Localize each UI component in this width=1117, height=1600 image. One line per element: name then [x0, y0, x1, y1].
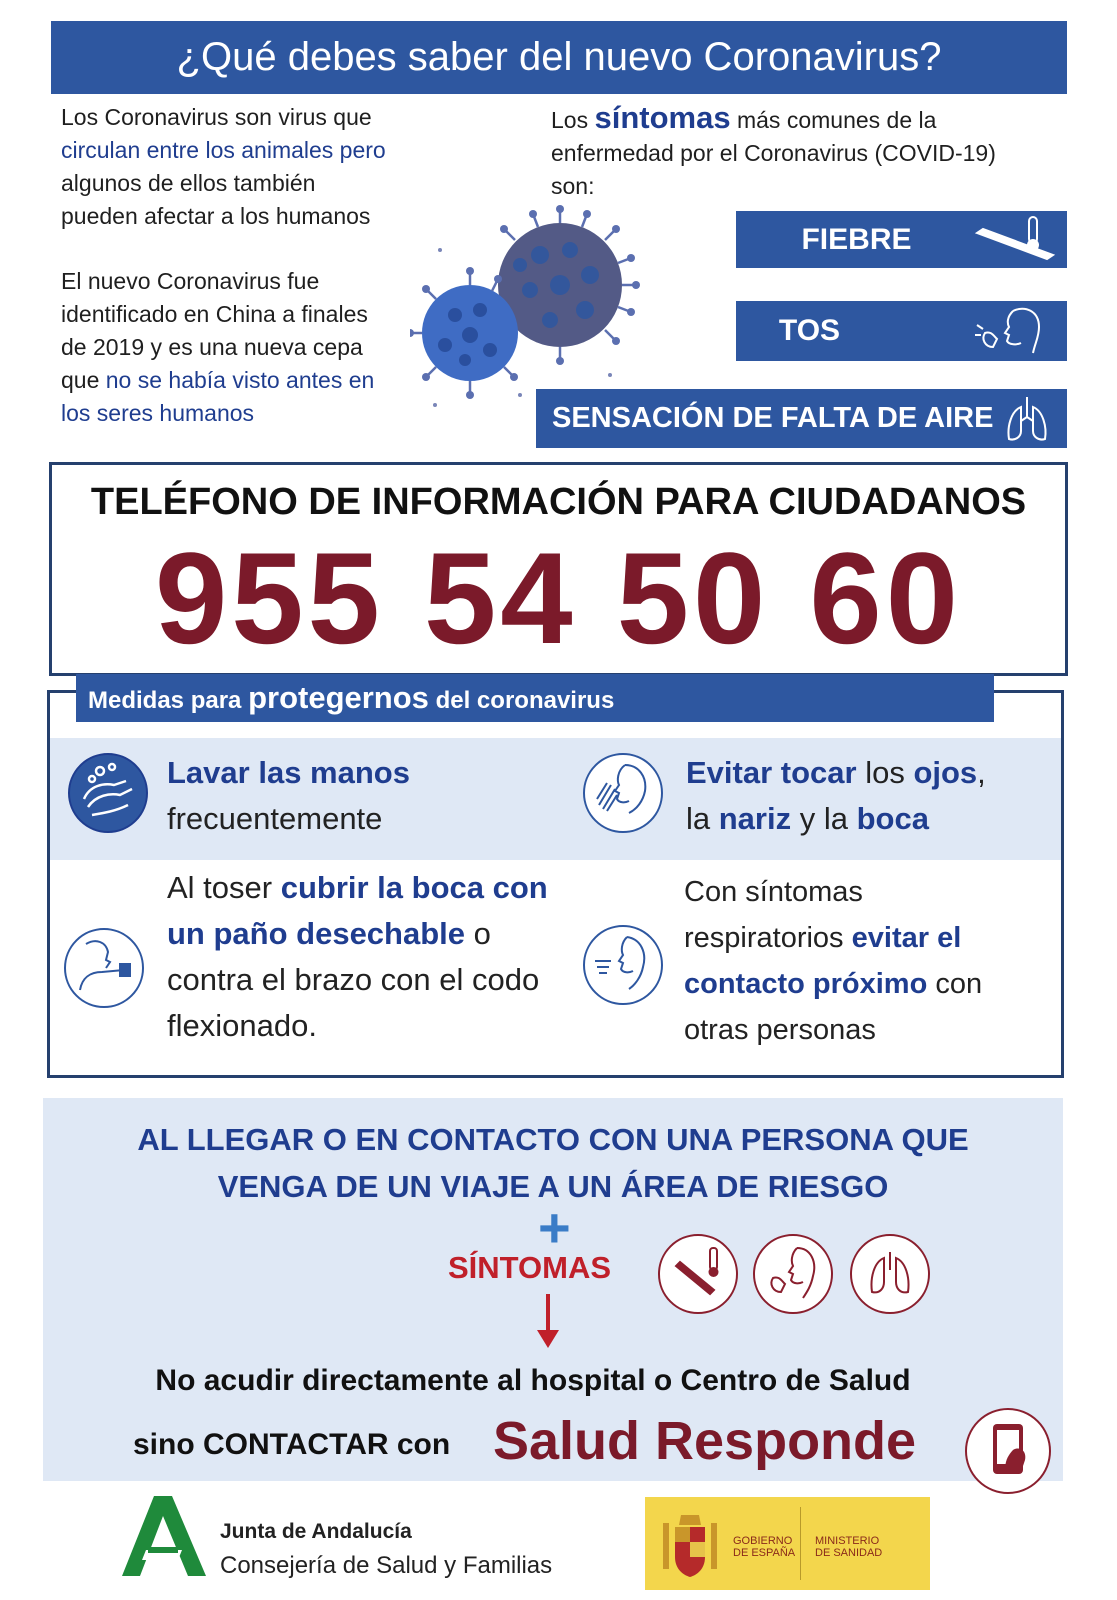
- symptom-fiebre: FIEBRE: [736, 211, 1067, 268]
- measure-evitar-contacto: Con síntomas respiratorios evitar el contacto próximo con otras personas: [684, 876, 983, 1046]
- contactar-text: sino CONTACTAR con: [133, 1428, 451, 1461]
- intro-text: Los Coronavirus son virus que circulan entre los animales pero algunos de ellos también pueden afectar a los humanos El nuevo Coronavirus fue identificado en China a finales de 2019 y es una nueva cepa que no se había visto antes en los seres humanos: [61, 104, 386, 426]
- measure-cubrir-boca: Al toser cubrir la boca con un paño desechable o contra el brazo con el codo flexionado.: [167, 870, 548, 1043]
- symptom-tos: TOS: [736, 301, 1067, 361]
- sintomas-label: SÍNTOMAS: [448, 1250, 612, 1285]
- touch-face-icon: [583, 753, 663, 833]
- measure-evitar-tocar: Evitar tocar los ojos, la nariz y la boca: [686, 755, 986, 836]
- cough-elbow-icon: [64, 928, 144, 1008]
- salud-responde-brand: Salud Responde: [493, 1411, 917, 1471]
- fever-circle-icon: [658, 1234, 738, 1314]
- hand-wash-icon: [68, 753, 148, 833]
- consejeria-text: Consejería de Salud y Familias: [220, 1552, 553, 1579]
- junta-andalucia-logo: [120, 1494, 208, 1578]
- page-title: ¿Qué debes saber del nuevo Coronavirus?: [51, 21, 1067, 94]
- measure-lavar-manos: Lavar las manos frecuentemente: [167, 755, 410, 836]
- phone-title: TELÉFONO DE INFORMACIÓN PARA CIUDADANOS: [90, 481, 1027, 523]
- ministerio-text: MINISTERIO DE SANIDAD: [815, 1535, 883, 1559]
- sneeze-icon: [583, 925, 663, 1005]
- thermometer-icon: [967, 215, 1067, 265]
- gobierno-espana-logo: [645, 1497, 930, 1590]
- lungs-icon: [1001, 393, 1053, 445]
- risk-heading: AL LLEGAR O EN CONTACTO CON UNA PERSONA QUE VENGA DE UN VIAJE A UN ÁREA DE RIESGO: [137, 1122, 969, 1204]
- coat-of-arms-icon: [657, 1509, 723, 1581]
- phone-number[interactable]: 955 54 50 60: [154, 525, 963, 671]
- measures-title: Medidas para protegernos del coronavirus: [76, 674, 994, 722]
- lungs-circle-icon: [850, 1234, 930, 1314]
- coronavirus-illustration: [410, 205, 650, 420]
- junta-title: Junta de Andalucía: [220, 1520, 412, 1543]
- cough-icon: [973, 303, 1053, 359]
- cough-circle-icon: [753, 1234, 833, 1314]
- measures-box: [47, 680, 1064, 1078]
- logo-divider: [800, 1507, 801, 1580]
- plus-sign: +: [538, 1196, 571, 1259]
- phone-contact-icon[interactable]: [965, 1408, 1051, 1494]
- symptom-falta-aire: SENSACIÓN DE FALTA DE AIRE: [536, 389, 1067, 448]
- gobierno-text: GOBIERNO DE ESPAÑA: [733, 1535, 796, 1559]
- risk-area-section: [43, 1098, 1063, 1481]
- info-phone-box: [49, 462, 1068, 676]
- symptoms-intro: Los síntomas más comunes de la enfermedad por el Coronavirus (COVID-19) son:: [551, 100, 996, 199]
- arrow-down-icon: [533, 1294, 563, 1350]
- no-acudir-text: No acudir directamente al hospital o Centro de Salud: [155, 1364, 911, 1397]
